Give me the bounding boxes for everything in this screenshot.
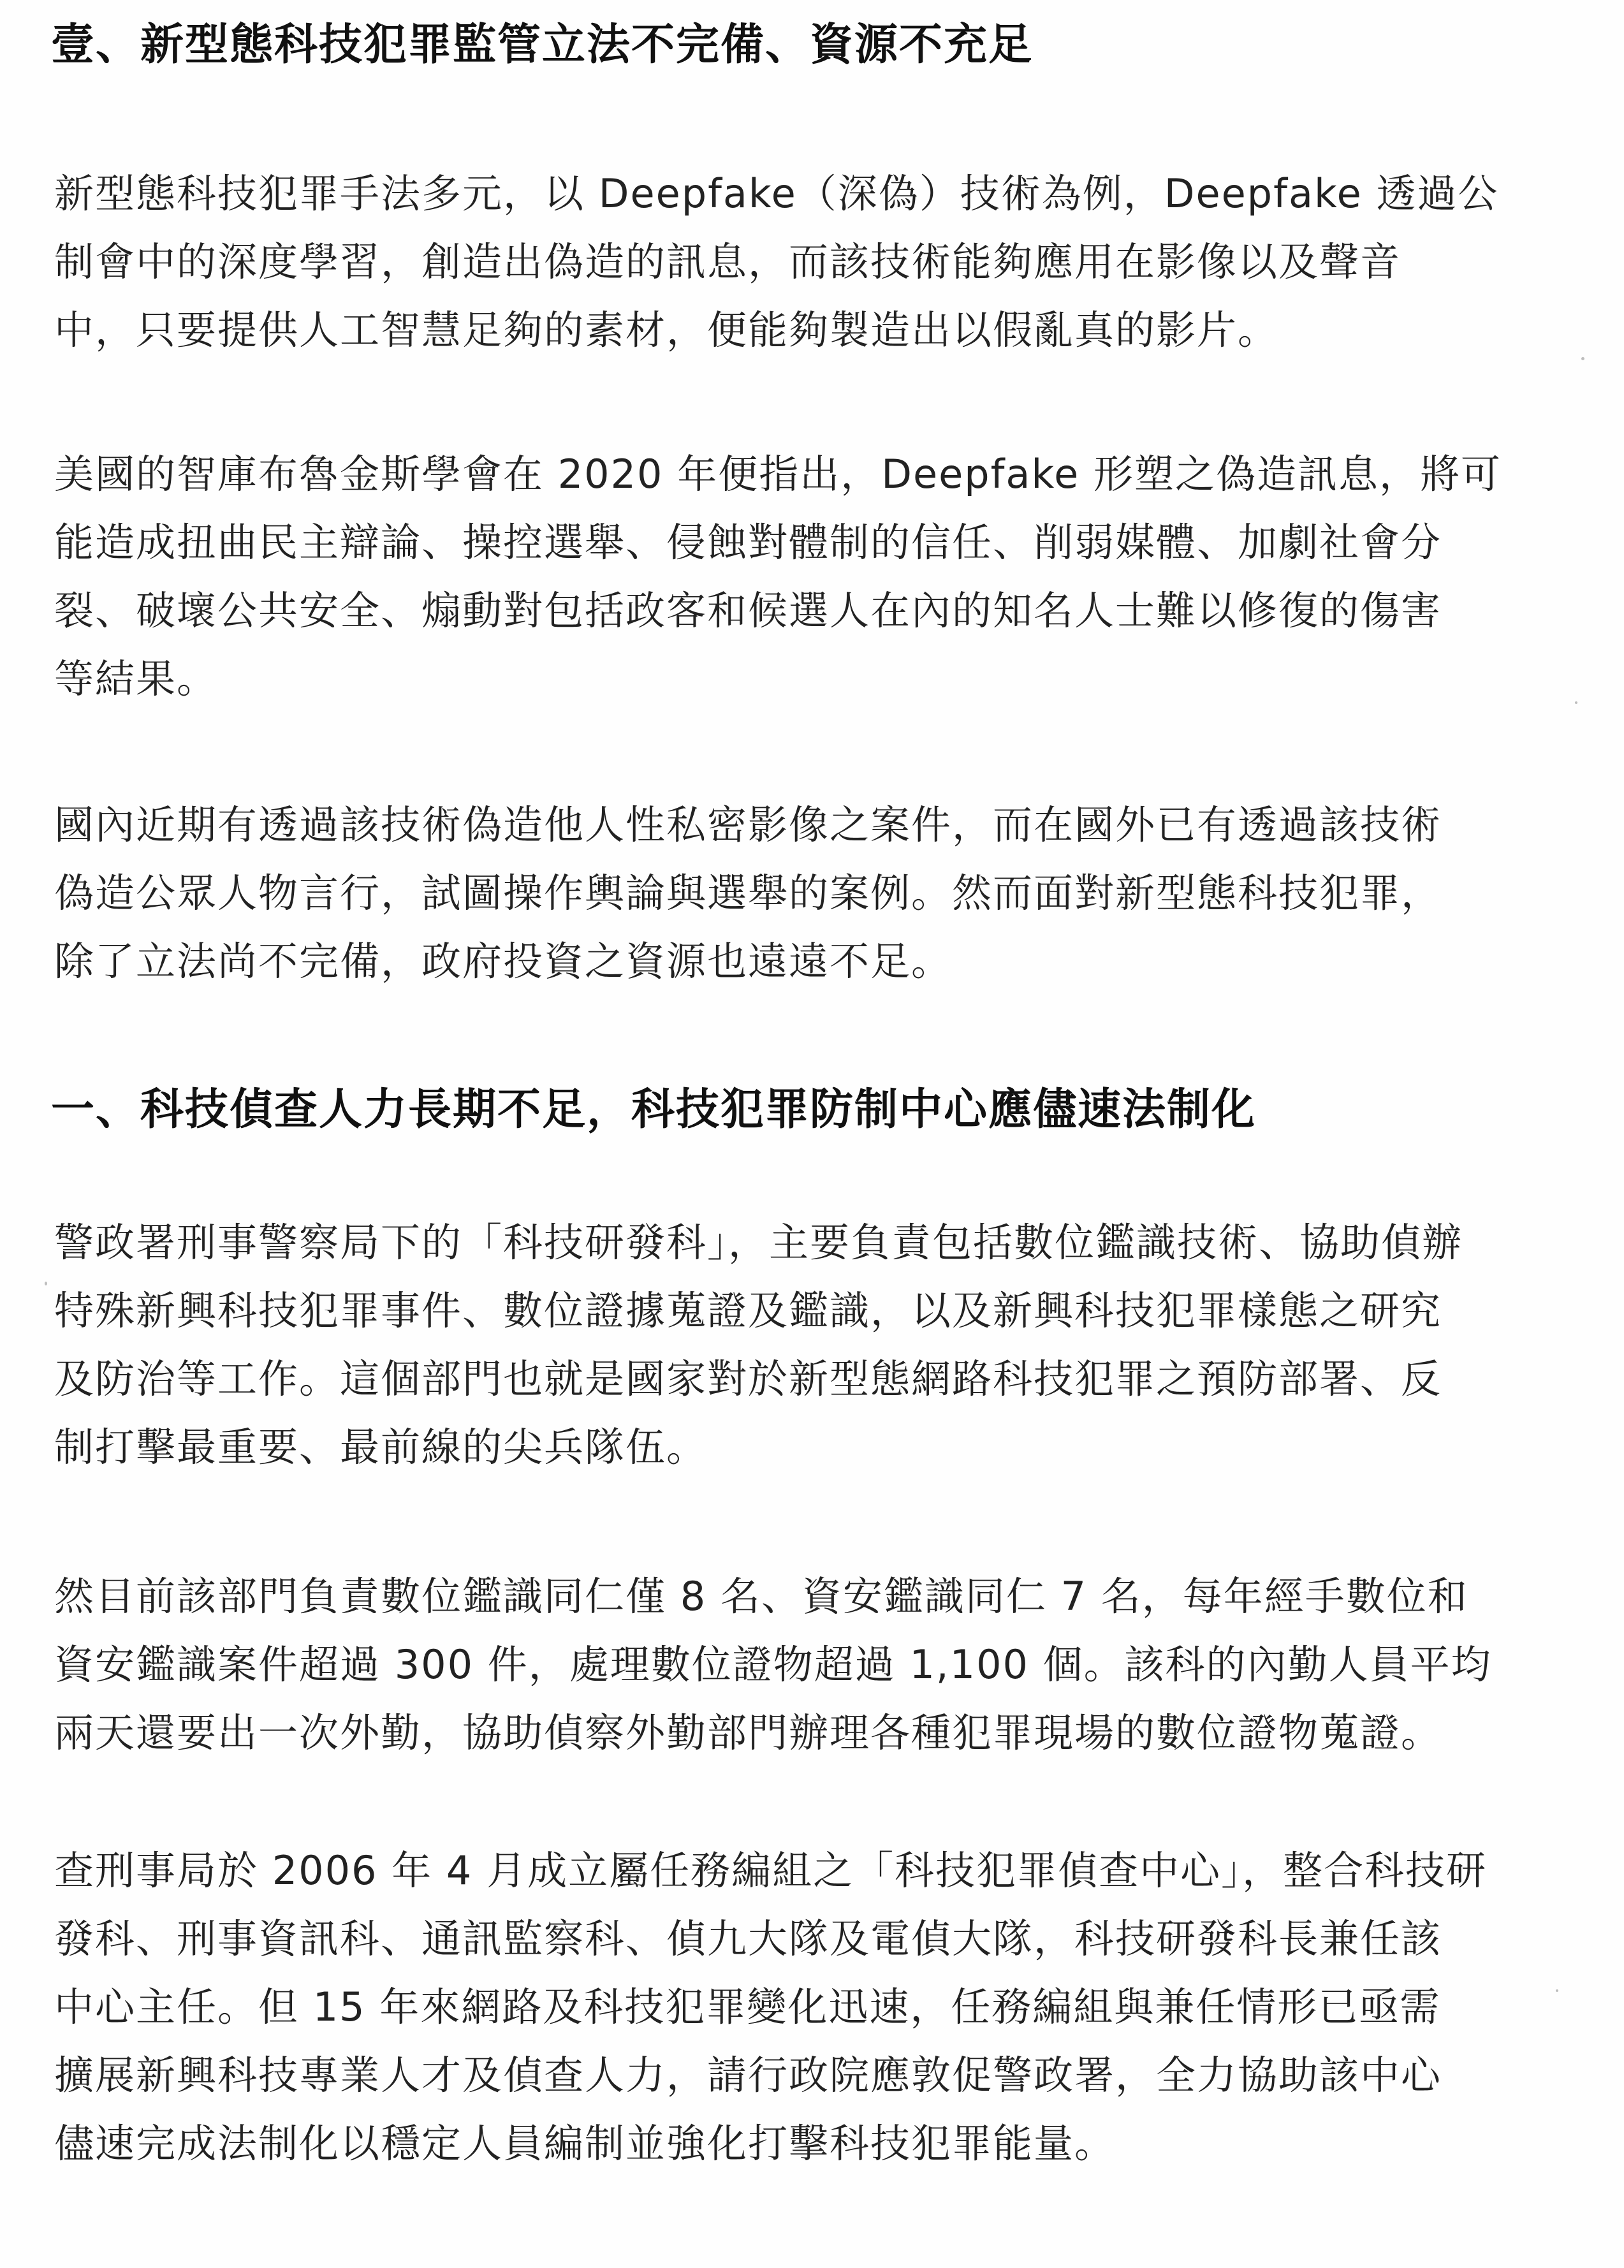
paragraph-5 [54,1562,1492,1767]
paragraph-line: 警政署刑事警察局下的「科技研發科」，主要負責包括數位鑑識技術、協助偵辦 [54,1219,1463,1266]
paragraph-line: 國內近期有透過該技術偽造他人性私密影像之案件，而在國外已有透過該技術 [54,801,1442,848]
paragraph-line: 擴展新興科技專業人才及偵查人力，請行政院應敦促警政署，全力協助該中心 [54,2052,1442,2098]
paragraph-line: 發科、刑事資訊科、通訊監察科、偵九大隊及電偵大隊，科技研發科長兼任該 [54,1915,1442,1962]
paragraph-line: 資安鑑識案件超過 300 件，處理數位證物超過 1,100 個。該科的內勤人員平均 [54,1641,1492,1688]
scan-speck [1556,1989,1558,1992]
paragraph-line: 兩天還要出一次外勤，協助偵察外勤部門辦理各種犯罪現場的數位證物蒐證。 [54,1709,1442,1756]
scan-speck [45,1282,47,1285]
paragraph-line: 中，只要提供人工智慧足夠的素材，便能夠製造出以假亂真的影片。 [54,307,1279,353]
paragraph-line: 制會中的深度學習，創造出偽造的訊息，而該技術能夠應用在影像以及聲音 [54,238,1401,285]
paragraph-line: 查刑事局於 2006 年 4 月成立屬任務編組之「科技犯罪偵查中心」，整合科技研 [54,1847,1488,1894]
scan-speck [1575,701,1577,704]
paragraph-line: 中心主任。但 15 年來網路及科技犯罪變化迅速，任務編組與兼任情形已亟需 [54,1984,1441,2030]
paragraph-line: 能造成扭曲民主辯論、操控選舉、侵蝕對體制的信任、削弱媒體、加劇社會分 [54,519,1442,566]
paragraph-3 [54,791,1442,995]
paragraph-line: 偽造公眾人物言行，試圖操作輿論與選舉的案例。然而面對新型態科技犯罪， [54,870,1442,916]
paragraph-line: 儘速完成法制化以穩定人員編制並強化打擊科技犯罪能量。 [54,2120,1116,2167]
section-heading-2: 一、科技偵查人力長期不足，科技犯罪防制中心應儘速法制化 [51,1085,1257,1135]
paragraph-4 [54,1208,1463,1481]
paragraph-line: 特殊新興科技犯罪事件、數位證據蒐證及鑑識，以及新興科技犯罪樣態之研究 [54,1287,1442,1334]
paragraph-1 [54,159,1499,364]
paragraph-line: 然目前該部門負責數位鑑識同仁僅 8 名、資安鑑識同仁 7 名，每年經手數位和 [54,1573,1468,1620]
paragraph-line: 裂、破壞公共安全、煽動對包括政客和候選人在內的知名人士難以修復的傷害 [54,587,1442,634]
paragraph-6 [54,1836,1487,2177]
paragraph-line: 等結果。 [54,655,218,702]
paragraph-line: 制打擊最重要、最前線的尖兵隊伍。 [54,1424,708,1470]
scan-speck [1581,357,1584,360]
paragraph-line: 新型態科技犯罪手法多元，以 Deepfake（深偽）技術為例，Deepfake 透過公 [54,170,1499,217]
paragraph-line: 及防治等工作。這個部門也就是國家對於新型態網路科技犯罪之預防部署、反 [54,1356,1442,1402]
section-heading-1: 壹、新型態科技犯罪監管立法不完備、資源不充足 [51,20,1034,70]
paragraph-line: 美國的智庫布魯金斯學會在 2020 年便指出，Deepfake 形塑之偽造訊息，將可 [54,451,1502,497]
paragraph-2 [54,440,1502,713]
paragraph-line: 除了立法尚不完備，政府投資之資源也遠遠不足。 [54,938,953,984]
